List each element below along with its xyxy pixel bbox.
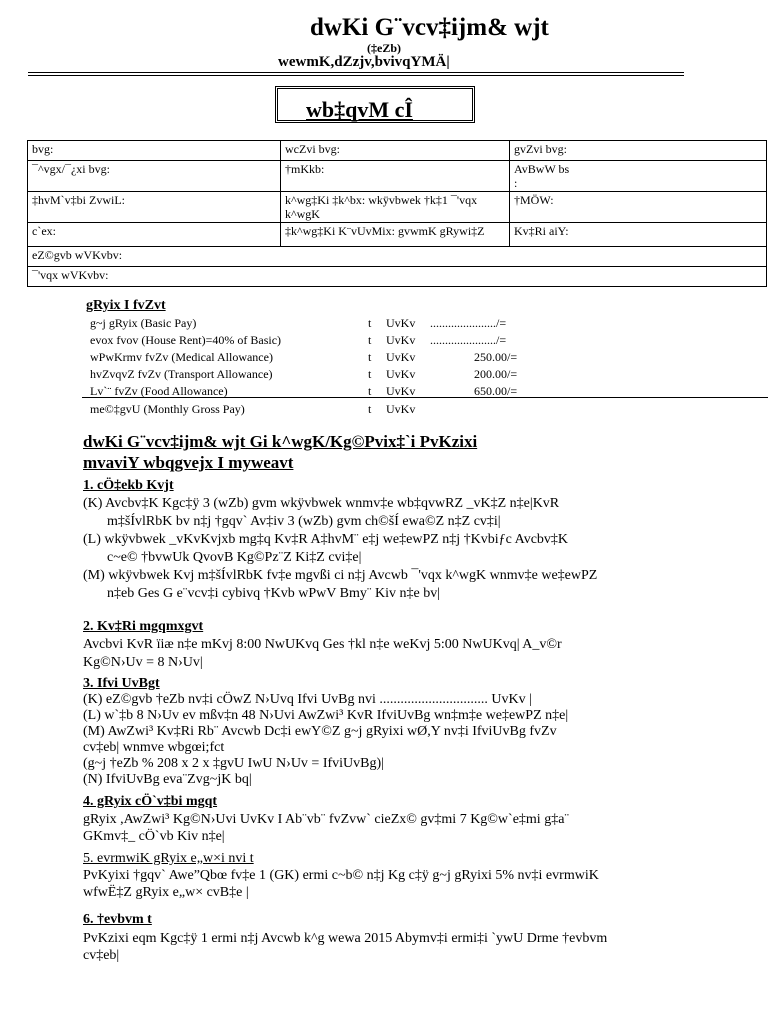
cell-line: AvBwW bs bbox=[514, 162, 570, 176]
table-row bbox=[28, 161, 767, 192]
section-title: 5. evrmwiK gRyix e„w×i nvi t bbox=[83, 851, 254, 866]
salary-item-amount: 250.00/= bbox=[474, 350, 518, 364]
salary-heading: gRyix I fvZvt bbox=[86, 298, 166, 313]
table-cell: †MÖW: bbox=[510, 192, 767, 223]
salary-item-name: hvZvqvZ fvZv (Transport Allowance) bbox=[90, 367, 273, 381]
section-line: Kg©N›Uv = 8 N›Uv| bbox=[83, 655, 203, 670]
section-line: PvKyixi †gqv` Awe”Qbœ fv‡e 1 (GK) ermi c~b© n‡j Kg c‡ÿ g~j gRyixi 5% nv‡i evrmwiK bbox=[83, 868, 599, 883]
section-line: (L) w`‡b 8 N›Uv ev mßv‡n 48 N›Uvi AwZwi³ KvR IfviUvBg wn‡m‡e we‡ewPZ n‡e| bbox=[83, 708, 569, 723]
table-cell: c`ex: bbox=[28, 223, 281, 247]
table-cell: ‡hvM`v‡bi ZvwiL: bbox=[28, 192, 281, 223]
section-line: (K) eZ©gvb †eZb nv‡i cÖwZ N›Uvq Ifvi UvBg nvi ............................... UvKv | bbox=[83, 692, 532, 707]
salary-item-sep: t bbox=[368, 333, 372, 347]
rules-heading-line1: dwKi G¨vcv‡ijm& wjt Gi k^wgK/Kg©Pvix‡`i PvKzixi bbox=[83, 432, 478, 451]
table-cell: k^wg‡Ki ‡k^bx: wkÿvbwek †k‡1 ¯'vqx k^wgK bbox=[281, 192, 510, 223]
header-divider-top bbox=[28, 72, 684, 73]
table-row bbox=[28, 247, 767, 267]
salary-item-sep: t bbox=[368, 367, 372, 381]
section-line: Avcbvi KvR ïiæ n‡e mKvj 8:00 NwUKvq Ges †kl n‡e weKvj 5:00 NwUKvq| A_v©r bbox=[83, 637, 562, 652]
section-title: 3. Ifvi UvBgt bbox=[83, 676, 160, 691]
section-title: 4. gRyix cÖ`v‡bi mgqt bbox=[83, 794, 218, 809]
salary-item-unit: UvKv bbox=[386, 367, 416, 381]
salary-item-unit: UvKv bbox=[386, 333, 416, 347]
section-line: cv‡eb| wnmve wbgœi;fct bbox=[83, 740, 225, 755]
salary-item-unit: UvKv bbox=[386, 350, 416, 364]
table-row bbox=[28, 267, 767, 287]
table-cell: bvg: bbox=[28, 141, 281, 161]
header-divider-bottom bbox=[28, 75, 684, 76]
salary-item-sep: t bbox=[368, 402, 372, 416]
salary-item-name: me©‡gvU (Monthly Gross Pay) bbox=[90, 402, 245, 416]
section-line: (M) wkÿvbwek Kvj m‡šÍvlRbK fv‡e mgvßi ci n‡j Avcwb ¯'vqx k^wgK wnmv‡e we‡ewPZ bbox=[83, 568, 598, 583]
salary-item-name: g~j gRyix (Basic Pay) bbox=[90, 316, 197, 330]
table-cell: Kv‡Ri aiY: bbox=[510, 223, 767, 247]
salary-item-name: evox fvov (House Rent)=40% of Basic) bbox=[90, 333, 282, 347]
salary-item-sep: t bbox=[368, 384, 372, 398]
section-title: 2. Kv‡Ri mgqmxgvt bbox=[83, 619, 204, 634]
salary-item-amount: ....................../= bbox=[430, 333, 507, 347]
rules-heading-line2: mvaviY wbqgvejx I myweavt bbox=[83, 453, 294, 472]
section-line: n‡eb Ges G e¨vcv‡i cybivq †Kvb wPwV Bmy¨ Kiv n‡e bv| bbox=[107, 586, 441, 601]
section-line: m‡šÍvlRbK bv n‡j †gqv` Av‡iv 3 (wZb) gvm ch©šÍ ewa©Z n‡Z cv‡i| bbox=[107, 514, 501, 529]
salary-item-unit: UvKv bbox=[386, 402, 416, 416]
section-line: wfwË‡Z gRyix e„w× cvB‡e | bbox=[83, 885, 249, 900]
table-cell: gvZvi bvg: bbox=[510, 141, 767, 161]
section-line: c~e© †bvwUk QvovB Kg©Pz¨Z Ki‡Z cvi‡e| bbox=[107, 550, 362, 565]
salary-item-amount: ....................../= bbox=[430, 316, 507, 330]
company-name: dwKi G¨vcv‡ijm& wjt bbox=[310, 14, 549, 41]
table-cell: eZ©gvb wVKvbv: bbox=[28, 247, 767, 267]
salary-item-name: wPwKrmv fvZv (Medical Allowance) bbox=[90, 350, 273, 364]
section-title: 1. cÖ‡ekb Kvjt bbox=[83, 478, 174, 493]
table-cell: ¯^vgx/¯¿xi bvg: bbox=[28, 161, 281, 192]
table-cell: †mKkb: bbox=[281, 161, 510, 192]
salary-item-amount: 200.00/= bbox=[474, 367, 518, 381]
table-row bbox=[28, 223, 767, 247]
salary-item-amount: 650.00/= bbox=[474, 384, 518, 398]
section-line: cv‡eb| bbox=[83, 948, 120, 963]
salary-item-unit: UvKv bbox=[386, 316, 416, 330]
section-line: GKmv‡_ cÖ`vb Kiv n‡e| bbox=[83, 829, 225, 844]
table-row bbox=[28, 192, 767, 223]
company-abbr: (‡eZb) bbox=[367, 41, 401, 55]
cell-line: : bbox=[514, 176, 518, 190]
section-line: gRyix ,AwZwi³ Kg©N›Uvi UvKv I Ab¨vb¨ fvZvw` cieZx© gv‡mi 7 Kg©w`e‡mi g‡a¨ bbox=[83, 812, 570, 827]
employee-info-table bbox=[27, 140, 767, 287]
company-address: wewmK,dZzjv,bvivqYMÄ| bbox=[278, 54, 450, 70]
section-title: 6. †evbvm t bbox=[83, 912, 152, 927]
salary-item-name: Lv`¨ fvZv (Food Allowance) bbox=[90, 384, 228, 398]
table-cell: wcZvi bvg: bbox=[281, 141, 510, 161]
section-line: (g~j †eZb % 208 x 2 x ‡gvU IwU N›Uv = IfviUvBg)| bbox=[83, 756, 384, 771]
table-cell bbox=[510, 161, 767, 192]
table-row bbox=[28, 141, 767, 161]
table-cell: ‡k^wg‡Ki K¨vUvMix: gvwmK gRywi‡Z bbox=[281, 223, 510, 247]
salary-item-unit: UvKv bbox=[386, 384, 416, 398]
salary-divider bbox=[82, 397, 768, 398]
section-line: (K) Avcbv‡K Kgc‡ÿ 3 (wZb) gvm wkÿvbwek wnmv‡e wb‡qvwRZ _vK‡Z n‡e|KvR bbox=[83, 496, 560, 511]
section-line: PvKzixi eqm Kgc‡ÿ 1 ermi n‡j Avcwb k^g wewa 2015 Abymv‡i ermi‡i `ywU Drme †evbvm bbox=[83, 931, 608, 946]
form-title: wb‡qvM cÎ bbox=[306, 97, 413, 122]
section-line: (N) IfviUvBg eva¨Zvg~jK bq| bbox=[83, 772, 252, 787]
section-line: (M) AwZwi³ Kv‡Ri Rb¨ Avcwb Dc‡i ewY©Z g~j gRyixi wØ,Y nv‡i IfviUvBg fvZv bbox=[83, 724, 557, 739]
table-cell: ¯'vqx wVKvbv: bbox=[28, 267, 767, 287]
section-line: (L) wkÿvbwek _vKvKvjxb mg‡q Kv‡R A‡hvM¨ e‡j we‡ewPZ n‡j †Kvbiƒc Avcbv‡K bbox=[83, 532, 569, 547]
salary-item-sep: t bbox=[368, 350, 372, 364]
salary-item-sep: t bbox=[368, 316, 372, 330]
